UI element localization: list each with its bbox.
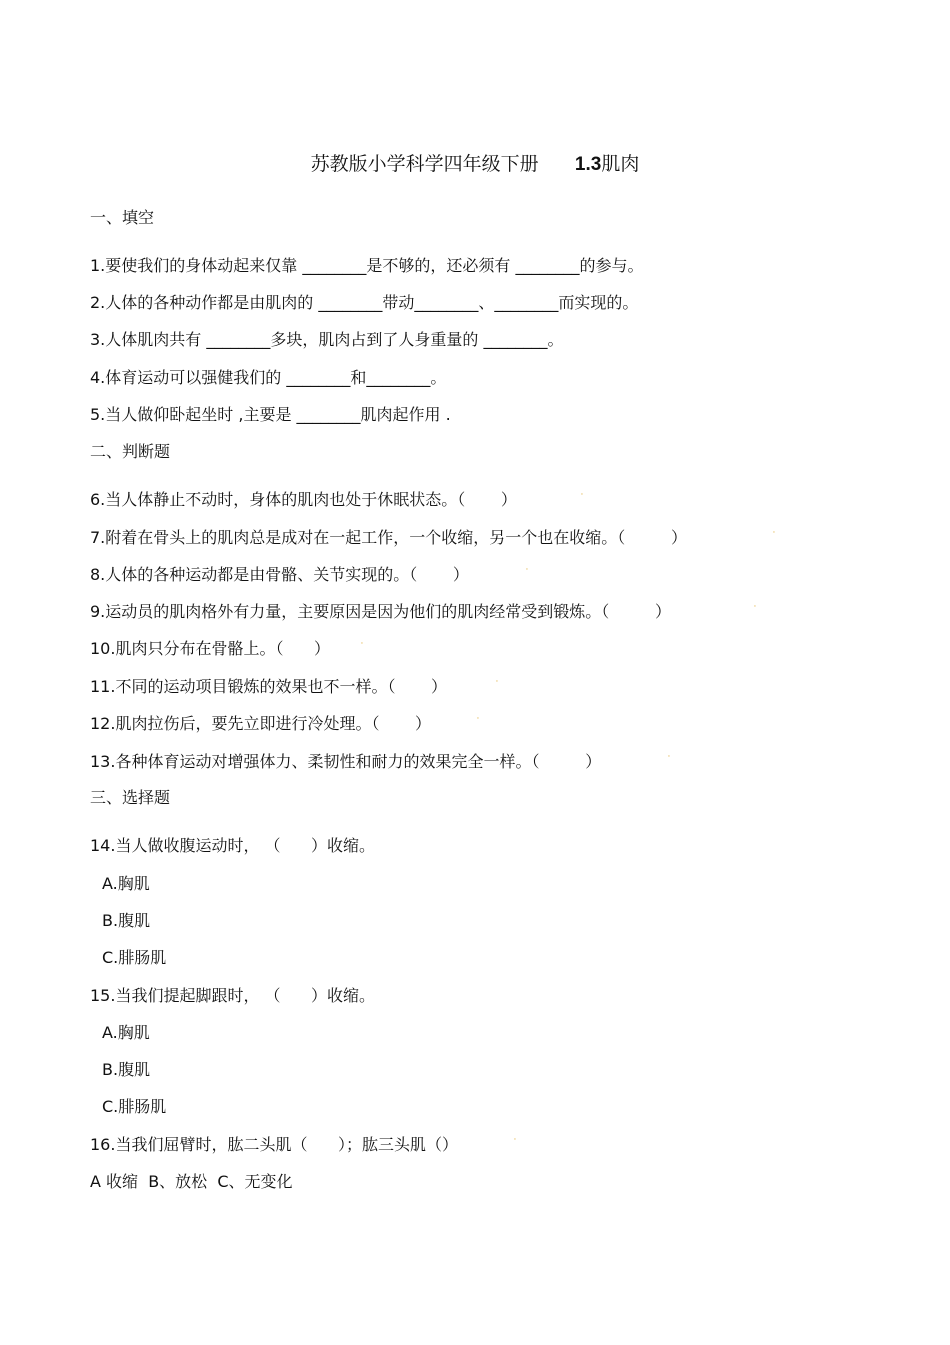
judge-question-12: 12.肌肉拉伤后，要先立即进行冷处理。（ ）	[90, 714, 432, 733]
judge-question-13: 13.各种体育运动对增强体力、柔韧性和耐力的效果完全一样。（ ）	[90, 752, 602, 771]
stray-mark: '	[581, 492, 583, 500]
fill-question-1: 1.要使我们的身体动起来仅靠 ________是不够的，还必须有 ________的参与。	[90, 256, 644, 275]
section-fill-heading: 一、填空	[90, 208, 155, 227]
stray-mark: '	[477, 716, 479, 724]
stray-mark: '	[754, 604, 756, 612]
q15-option-b: B.腹肌	[102, 1060, 151, 1079]
q14-option-b: B.腹肌	[102, 911, 151, 930]
stray-mark: '	[773, 530, 775, 538]
title-main: 苏教版小学科学四年级下册	[310, 153, 539, 175]
q16-options: A 收缩 B、放松 C、无变化	[90, 1172, 293, 1191]
stray-mark: '	[668, 754, 670, 762]
judge-question-11: 11.不同的运动项目锻炼的效果也不一样。（ ）	[90, 677, 448, 696]
page-title	[0, 152, 950, 177]
choice-question-14: 14.当人做收腹运动时， （ ）收缩。	[90, 836, 376, 855]
title-lesson-number: 1.3	[574, 154, 602, 175]
fill-question-5: 5.当人做仰卧起坐时 ,主要是 ________肌肉起作用 .	[90, 405, 451, 424]
judge-question-9: 9.运动员的肌肉格外有力量，主要原因是因为他们的肌肉经常受到锻炼。（ ）	[90, 602, 672, 621]
stray-mark: '	[526, 567, 528, 575]
choice-question-15: 15.当我们提起脚跟时， （ ）收缩。	[90, 986, 376, 1005]
fill-question-2: 2.人体的各种动作都是由肌肉的 ________带动________、________而实现的。	[90, 293, 639, 312]
stray-mark: '	[496, 679, 498, 687]
judge-question-7: 7.附着在骨头上的肌肉总是成对在一起工作，一个收缩，另一个也在收缩。（ ）	[90, 528, 688, 547]
judge-question-6: 6.当人体静止不动时，身体的肌肉也处于休眠状态。（ ）	[90, 490, 517, 509]
fill-question-3: 3.人体肌肉共有 ________多块，肌肉占到了人身重量的 ________。	[90, 330, 564, 349]
q14-option-c: C.腓肠肌	[102, 948, 167, 967]
title-lesson-name: 肌肉	[601, 153, 640, 175]
fill-question-4: 4.体育运动可以强健我们的 ________和________。	[90, 368, 447, 387]
choice-question-16: 16.当我们屈臂时，肱二头肌（ ）；肱三头肌（）	[90, 1135, 458, 1154]
judge-question-8: 8.人体的各种运动都是由骨骼、关节实现的。（ ）	[90, 565, 469, 584]
section-judge-heading: 二、判断题	[90, 442, 171, 461]
section-choice-heading: 三、选择题	[90, 788, 171, 807]
stray-mark: '	[514, 1137, 516, 1145]
q15-option-a: A.胸肌	[102, 1023, 150, 1042]
q14-option-a: A.胸肌	[102, 874, 150, 893]
judge-question-10: 10.肌肉只分布在骨骼上。（ ）	[90, 639, 330, 658]
stray-mark: '	[361, 641, 363, 649]
q15-option-c: C.腓肠肌	[102, 1097, 167, 1116]
